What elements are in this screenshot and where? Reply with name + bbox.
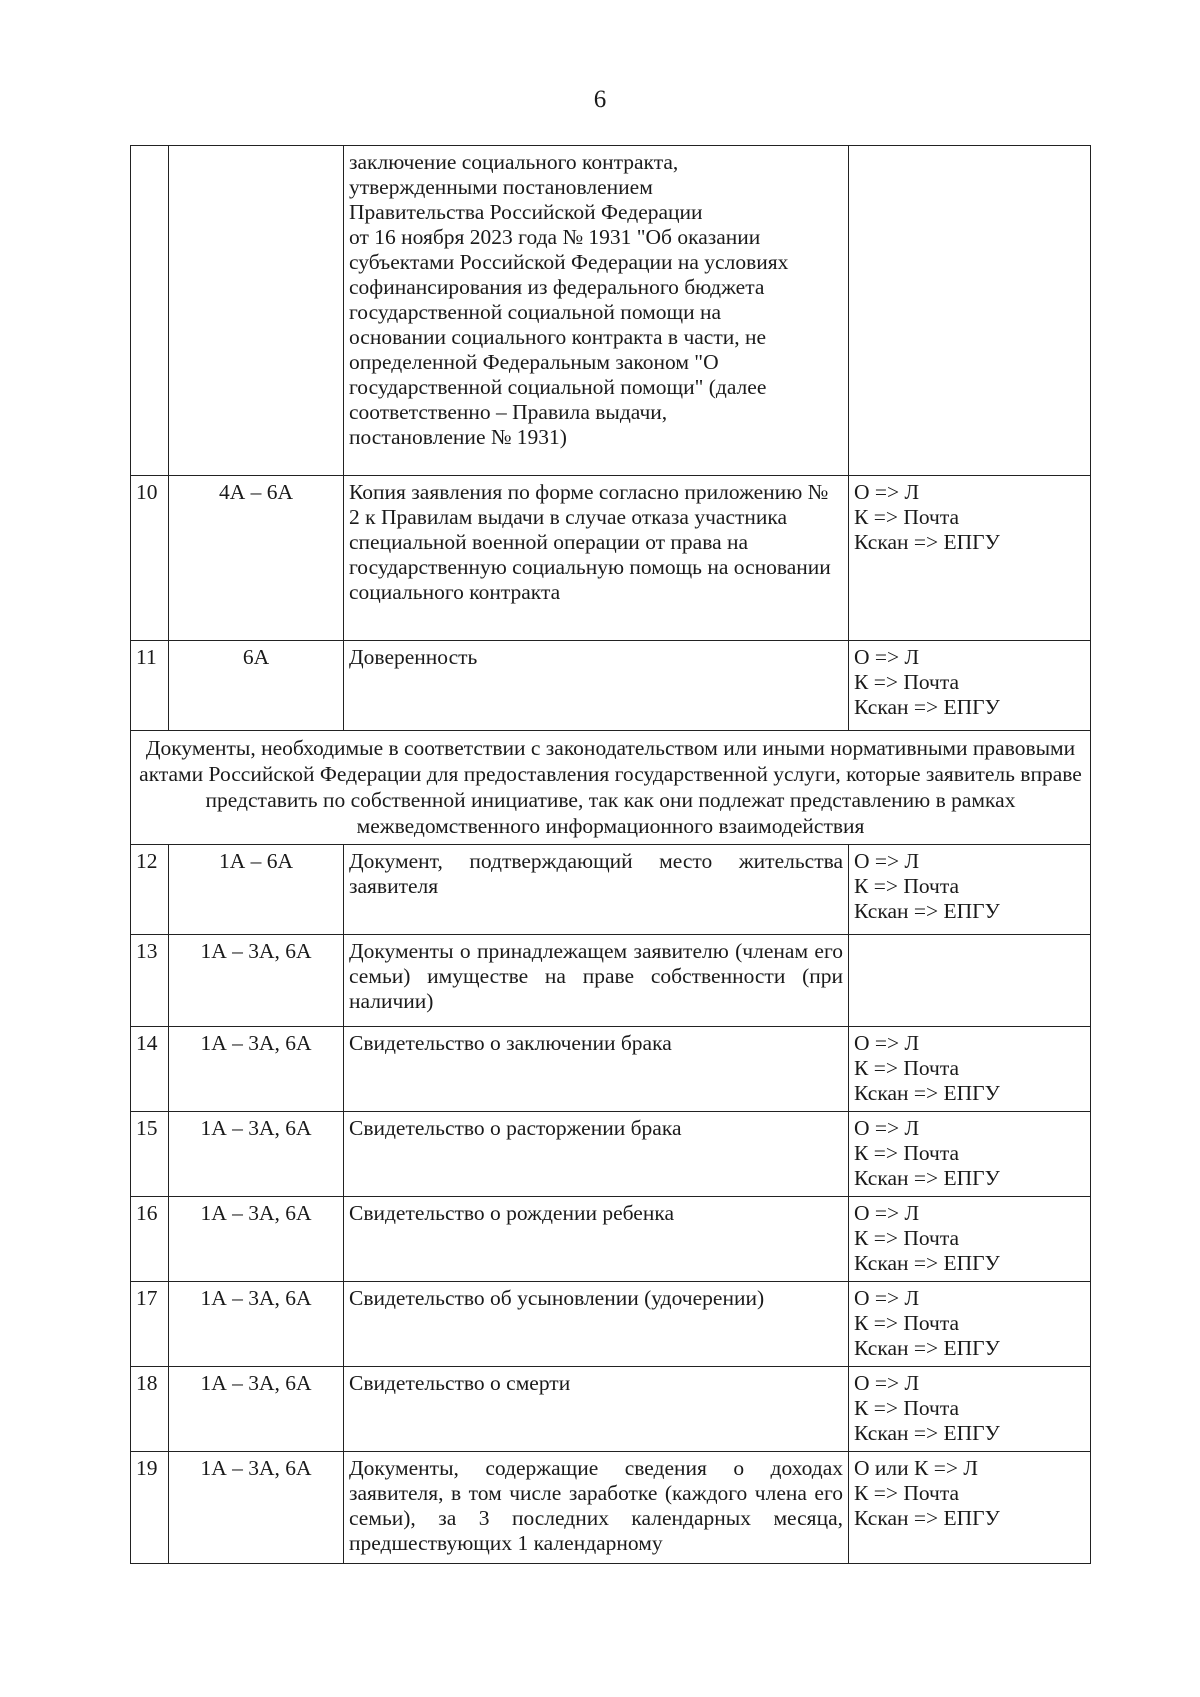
submission-method: О => Л xyxy=(854,1201,920,1225)
submission-method: О => Л xyxy=(854,1286,920,1310)
submission-method: Кскан => ЕПГУ xyxy=(854,1336,1000,1360)
table-row xyxy=(131,1367,1091,1452)
row-number: 16 xyxy=(131,1197,169,1282)
row-methods xyxy=(849,641,1091,731)
description-line: государственной социальной помощи" (далее xyxy=(349,375,767,399)
submission-method: К => Почта xyxy=(854,874,960,898)
table-row xyxy=(131,935,1091,1027)
submission-method: Кскан => ЕПГУ xyxy=(854,1506,1000,1530)
row-category: 1А – 3А, 6А xyxy=(169,1027,344,1112)
row-description: Свидетельство о заключении брака xyxy=(344,1027,849,1112)
submission-method: К => Почта xyxy=(854,1396,960,1420)
section-header-row xyxy=(131,731,1091,845)
documents-table xyxy=(130,145,1091,1564)
submission-method: К => Почта xyxy=(854,1141,960,1165)
table-row xyxy=(131,641,1091,731)
table-row xyxy=(131,476,1091,641)
row-category: 1А – 3А, 6А xyxy=(169,1367,344,1452)
row-number: 15 xyxy=(131,1112,169,1197)
row-category: 1А – 3А, 6А xyxy=(169,1452,344,1564)
submission-method: Кскан => ЕПГУ xyxy=(854,1421,1000,1445)
row-category: 1А – 3А, 6А xyxy=(169,935,344,1027)
row-description-cell xyxy=(344,146,849,476)
row-methods xyxy=(849,1027,1091,1112)
row-number: 19 xyxy=(131,1452,169,1564)
table-row-continuation xyxy=(131,146,1091,476)
submission-method: Кскан => ЕПГУ xyxy=(854,899,1000,923)
description-line: заключение социального контракта, xyxy=(349,150,679,174)
submission-method: К => Почта xyxy=(854,1056,960,1080)
submission-method: О => Л xyxy=(854,1371,920,1395)
row-methods xyxy=(849,1282,1091,1367)
row-number: 14 xyxy=(131,1027,169,1112)
description-line: определенной Федеральным законом "О xyxy=(349,350,719,374)
description-line: Правительства Российской Федерации xyxy=(349,200,703,224)
submission-method: Кскан => ЕПГУ xyxy=(854,530,1000,554)
table-row xyxy=(131,1027,1091,1112)
submission-method: О => Л xyxy=(854,1031,920,1055)
submission-method: К => Почта xyxy=(854,1481,960,1505)
table-row xyxy=(131,1452,1091,1564)
submission-method: О => Л xyxy=(854,480,920,504)
description-line: соответственно – Правила выдачи, xyxy=(349,400,668,424)
description-line: государственной социальной помощи на xyxy=(349,300,721,324)
row-description: Свидетельство о смерти xyxy=(344,1367,849,1452)
row-description: Свидетельство о рождении ребенка xyxy=(344,1197,849,1282)
row-description: Доверенность xyxy=(344,641,849,731)
row-category: 6А xyxy=(169,641,344,731)
description-line: постановление № 1931) xyxy=(349,425,567,449)
submission-method: Кскан => ЕПГУ xyxy=(854,1166,1000,1190)
page-number: 6 xyxy=(593,86,607,113)
description-line: софинансирования из федерального бюджета xyxy=(349,275,765,299)
row-description: Документы, содержащие сведения о доходах заявителя, в том числе заработке (каждого члена его семьи), за 3 последних календарных месяца, предшествующих 1 календарному xyxy=(344,1452,849,1564)
submission-method: К => Почта xyxy=(854,505,960,529)
table-row xyxy=(131,845,1091,935)
description-line: утвержденными постановлением xyxy=(349,175,653,199)
submission-method: К => Почта xyxy=(854,1226,960,1250)
row-number: 18 xyxy=(131,1367,169,1452)
description-line: основании социального контракта в части, не xyxy=(349,325,767,349)
row-category: 1А – 6А xyxy=(169,845,344,935)
row-description: Свидетельство об усыновлении (удочерении) xyxy=(344,1282,849,1367)
row-category: 1А – 3А, 6А xyxy=(169,1282,344,1367)
table-row xyxy=(131,1112,1091,1197)
row-category-cell xyxy=(169,146,344,476)
submission-method: К => Почта xyxy=(854,670,960,694)
row-number: 11 xyxy=(131,641,169,731)
row-methods xyxy=(849,1367,1091,1452)
row-description: Документы о принадлежащем заявителю (членам его семьи) имуществе на праве собственности (при наличии) xyxy=(344,935,849,1027)
table-row xyxy=(131,1197,1091,1282)
submission-method: О => Л xyxy=(854,1116,920,1140)
row-category: 1А – 3А, 6А xyxy=(169,1197,344,1282)
submission-method: Кскан => ЕПГУ xyxy=(854,1251,1000,1275)
row-methods-cell xyxy=(849,146,1091,476)
submission-method: О => Л xyxy=(854,645,920,669)
submission-method: Кскан => ЕПГУ xyxy=(854,1081,1000,1105)
row-number-cell xyxy=(131,146,169,476)
row-methods xyxy=(849,476,1091,641)
row-methods xyxy=(849,845,1091,935)
submission-method: Кскан => ЕПГУ xyxy=(854,695,1000,719)
description-line: от 16 ноября 2023 года № 1931 "Об оказании xyxy=(349,225,761,249)
row-description: Свидетельство о расторжении брака xyxy=(344,1112,849,1197)
row-category: 1А – 3А, 6А xyxy=(169,1112,344,1197)
row-methods xyxy=(849,1197,1091,1282)
submission-method: О => Л xyxy=(854,849,920,873)
description-line: субъектами Российской Федерации на условиях xyxy=(349,250,789,274)
row-methods xyxy=(849,1112,1091,1197)
row-number: 12 xyxy=(131,845,169,935)
submission-method: О или К => Л xyxy=(854,1456,978,1480)
row-number: 13 xyxy=(131,935,169,1027)
section-header: Документы, необходимые в соответствии с законодательством или иными нормативными правовыми актами Российской Федерации для предоставления государственной услуги, которые заявитель вправе представить по собственной инициативе, так как они подлежат представлению в рамках межведомственного информационного взаимодействия xyxy=(131,731,1091,845)
row-category: 4А – 6А xyxy=(169,476,344,641)
row-description: Копия заявления по форме согласно приложению № 2 к Правилам выдачи в случае отказа участника специальной военной операции от права на государственную социальную помощь на основании социального контракта xyxy=(344,476,849,641)
row-number: 17 xyxy=(131,1282,169,1367)
row-description: Документ, подтверждающий место жительства заявителя xyxy=(344,845,849,935)
row-number: 10 xyxy=(131,476,169,641)
submission-method: К => Почта xyxy=(854,1311,960,1335)
row-methods xyxy=(849,935,1091,1027)
row-methods xyxy=(849,1452,1091,1564)
table-row xyxy=(131,1282,1091,1367)
